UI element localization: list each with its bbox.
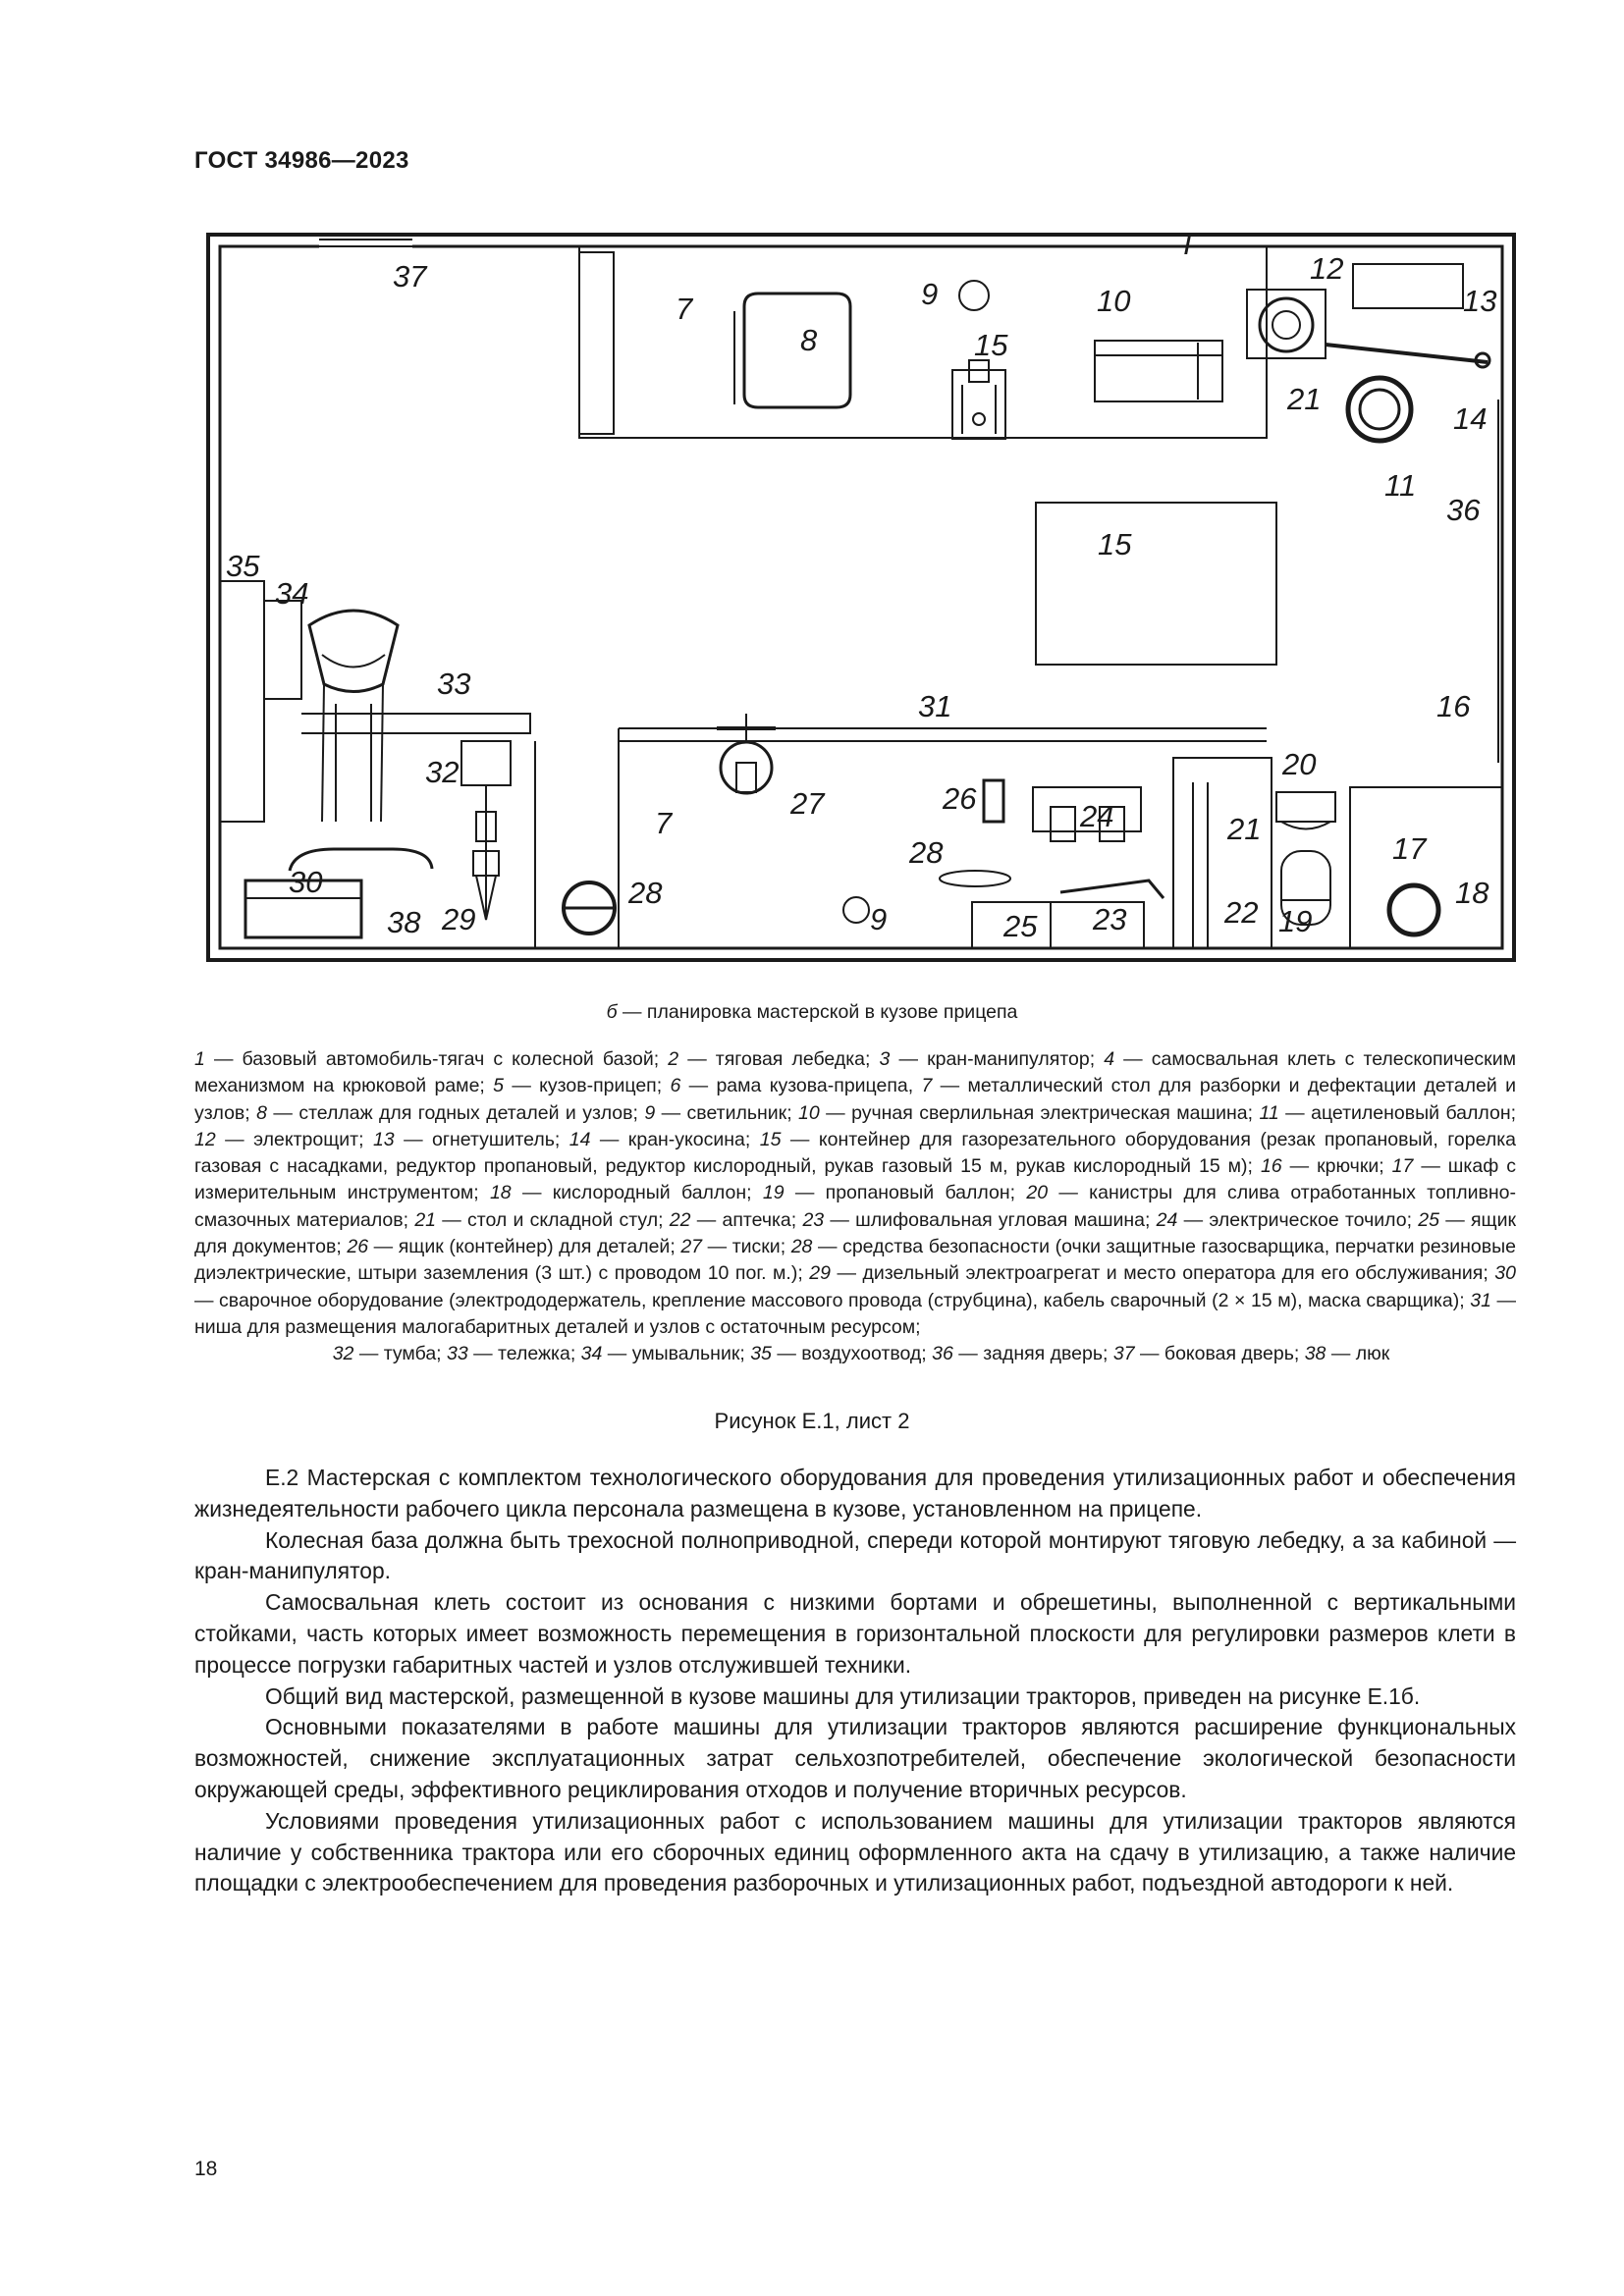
legend-item-number: 21	[414, 1208, 437, 1231]
legend-item-number: 23	[802, 1208, 825, 1231]
legend-item-text: — светильник;	[655, 1101, 799, 1124]
legend-item-number: 13	[372, 1128, 395, 1150]
legend-item-text: — стеллаж для годных деталей и узлов;	[266, 1101, 645, 1124]
legend-item-text: — кран-манипулятор;	[890, 1048, 1105, 1070]
drill-10	[1095, 341, 1222, 401]
legend-item-text: — ручная сверлильная электрическая машина;	[819, 1101, 1260, 1124]
label-10: 10	[1097, 284, 1131, 318]
legend-item-text: — ящик (контейнер) для деталей;	[368, 1236, 681, 1258]
label-13: 13	[1463, 284, 1497, 318]
paragraph: Самосвальная клеть состоит из основания с низкими бортами и обрешетины, выполненной с вертикальными стойками, часть которых имеет возможность перемещения в горизонтальной плоскости для регулировки размеров клети в процессе погрузки габаритных частей и узлов отслужившей техники.	[194, 1589, 1516, 1678]
document-header: ГОСТ 34986—2023	[194, 147, 409, 174]
legend-item-text: — кузов-прицеп;	[504, 1075, 671, 1097]
label-28: 28	[628, 876, 663, 910]
label-15-top: 15	[974, 328, 1008, 362]
legend-item-text: — шлифовальная угловая машина;	[824, 1208, 1157, 1231]
legend-item-text: — средства безопасности (очки защитные газосварщика, перчатки резиновые диэлектрические, штыри заземления (3 шт.) с проводом 10 пог. м.);	[194, 1236, 1516, 1285]
top-bench	[579, 246, 1267, 438]
paragraph: Общий вид мастерской, размещенной в кузове машины для утилизации тракторов, приведен на рисунке Е.1б.	[265, 1682, 1421, 1709]
legend-item-number: 38	[1304, 1343, 1326, 1365]
label-24: 24	[1080, 799, 1114, 833]
label-22: 22	[1224, 895, 1259, 930]
sub-caption	[0, 1001, 1624, 1024]
legend-item-number: 8	[256, 1101, 267, 1124]
container-15-top	[952, 370, 1005, 439]
legend-item-number: 9	[644, 1101, 656, 1124]
label-17: 17	[1392, 831, 1427, 866]
legend-item-text: — тяговая лебедка;	[678, 1048, 880, 1070]
label-27: 27	[790, 786, 825, 821]
canisters-20	[1276, 792, 1335, 822]
legend-item-text: — самосвальная клеть с телескопическим механизмом на крюковой раме;	[194, 1048, 1517, 1097]
legend-item-text: — ацетиленовый баллон;	[1278, 1101, 1517, 1124]
label-31: 31	[918, 689, 952, 723]
trailer-body-outline	[208, 235, 1514, 960]
legend-item-number: 11	[1259, 1101, 1279, 1124]
container-15	[1036, 503, 1276, 665]
legend-item-text: — тиски;	[702, 1236, 791, 1258]
label-21-bottom: 21	[1227, 812, 1262, 846]
legend-item-number: 25	[1418, 1208, 1439, 1231]
sub-caption-text: — планировка мастерской в кузове прицепа	[617, 1001, 1018, 1023]
legend-item-text: — тележка;	[467, 1343, 581, 1365]
legend-item-text: — рама кузова-прицепа,	[680, 1075, 922, 1097]
label-21-top: 21	[1287, 382, 1322, 416]
page-number: 18	[194, 2158, 218, 2180]
legend-item-text: — пропановый баллон;	[784, 1182, 1027, 1204]
legend-item-text: — ящик для документов;	[194, 1208, 1516, 1258]
legend-item-text: — аптечка;	[690, 1208, 803, 1231]
legend-item-number: 33	[447, 1343, 468, 1365]
legend-item-text: — сварочное оборудование (электрододержатель, крепление массового провода (струбцина), кабель сварочный (2 × 15 м), маска сварщика);	[194, 1289, 1471, 1311]
label-18: 18	[1455, 876, 1489, 910]
legend-item-number: 34	[580, 1343, 603, 1365]
legend-item-text: — электрощит;	[215, 1128, 373, 1150]
figure-labels	[226, 233, 1496, 943]
legend-item-text: — задняя дверь;	[952, 1343, 1113, 1365]
legend-item-text: — канистры для слива отработанных топливно-смазочных материалов;	[194, 1182, 1516, 1231]
rack-8	[744, 294, 850, 407]
legend-item-number: 24	[1156, 1208, 1178, 1231]
figure-caption: Рисунок Е.1, лист 2	[714, 1409, 910, 1433]
label-30: 30	[289, 865, 323, 899]
legend-item-text: — крючки;	[1281, 1155, 1392, 1178]
label-25: 25	[1003, 909, 1038, 943]
washbasin	[264, 601, 301, 699]
label-19: 19	[1278, 904, 1313, 938]
label-28-oval: 28	[909, 835, 944, 870]
legend-item-number: 5	[493, 1075, 505, 1097]
legend-item-number: 27	[680, 1236, 703, 1258]
legend-item-text: — дизельный электроагрегат и место оператора для его обслуживания;	[830, 1262, 1495, 1285]
legend-last-line	[206, 1341, 1516, 1367]
oxygen-cylinder	[1389, 885, 1438, 934]
label-9-top: 9	[921, 277, 939, 311]
sub-caption-letter: б	[606, 1001, 618, 1023]
label-9-bottom: 9	[870, 902, 888, 936]
legend-item-text: — электрическое точило;	[1177, 1208, 1419, 1231]
legend-item-text: — базовый автомобиль-тягач с колесной базой;	[204, 1048, 669, 1070]
legend-item-number: 18	[489, 1182, 512, 1204]
label-16: 16	[1436, 689, 1471, 723]
figure-legend	[194, 1046, 1516, 1368]
legend-item-number: 22	[669, 1208, 691, 1231]
paragraph: Основными показателями в работе машины для утилизации тракторов являются расширение функциональных возможностей, снижение эксплуатационных затрат сельхозпотребителей, обеспечение экологической безопасности окружающей среды, эффективного рециклирования отходов и получение вторичных ресурсов.	[194, 1714, 1516, 1802]
legend-item-text: — шкаф с измерительным инструментом;	[194, 1155, 1517, 1204]
lamp-9-top	[959, 281, 989, 310]
legend-item-number: 35	[750, 1343, 772, 1365]
label-32: 32	[425, 755, 460, 789]
legend-item-text: — умывальник;	[602, 1343, 751, 1365]
acetylene-cylinder	[1348, 378, 1411, 441]
air-duct	[220, 581, 264, 822]
legend-item-number: 28	[790, 1236, 813, 1258]
legend-item-text: — люк	[1326, 1343, 1390, 1365]
box-26	[984, 780, 1003, 822]
label-14: 14	[1453, 401, 1488, 436]
label-34: 34	[275, 576, 309, 611]
crane-boom	[1326, 345, 1488, 362]
trailer-inner-wall	[220, 246, 1502, 948]
legend-item-number: 3	[879, 1048, 891, 1070]
legend-item-text: — воздухоотвод;	[771, 1343, 933, 1365]
legend-item-text: — контейнер для газорезательного оборудования (резак пропановый, горелка газовая с насадками, редуктор пропановый, редуктор кислородный, рукав газовый 15 м, рукав кислородный 15 м);	[194, 1128, 1517, 1178]
legend-item-text: — огнетушитель;	[394, 1128, 569, 1150]
label-20: 20	[1282, 747, 1317, 781]
label-23: 23	[1093, 902, 1127, 936]
paragraph: Е.2 Мастерская с комплектом технологического оборудования для проведения утилизационных работ и обеспечения жизнедеятельности рабочего цикла персонала размещена в кузове, установленном на прицепе.	[194, 1465, 1516, 1522]
legend-item-number: 32	[332, 1343, 354, 1365]
legend-item-number: 16	[1260, 1155, 1282, 1178]
legend-item-text: — тумба;	[353, 1343, 448, 1365]
label-1: I	[1183, 233, 1192, 261]
label-12: 12	[1310, 251, 1344, 286]
workshop-layout-figure	[206, 233, 1516, 964]
body-text	[194, 1463, 1516, 1899]
legend-item-number: 26	[347, 1236, 369, 1258]
label-36: 36	[1446, 493, 1481, 527]
paragraph: Колесная база должна быть трехосной полноприводной, спереди которой монтируют тяговую лебедку, а за кабиной — кран-манипулятор.	[194, 1526, 1516, 1584]
label-15-mid: 15	[1098, 527, 1132, 561]
label-7-top: 7	[676, 292, 693, 326]
legend-item-text: — ниша для размещения малогабаритных деталей и узлов с остаточным ресурсом;	[194, 1289, 1516, 1338]
cabinet-32	[461, 741, 511, 785]
legend-item-number: 20	[1026, 1182, 1049, 1204]
legend-item-number: 29	[809, 1262, 831, 1285]
legend-item-text: — кислородный баллон;	[511, 1182, 763, 1204]
legend-item-text: — стол и складной стул;	[436, 1208, 670, 1231]
legend-item-number: 36	[932, 1343, 953, 1365]
legend-item-number: 31	[1470, 1289, 1491, 1311]
vice-27	[721, 742, 772, 793]
legend-main	[194, 1048, 1516, 1338]
legend-item-number: 15	[759, 1128, 782, 1150]
label-35: 35	[226, 549, 260, 583]
legend-item-number: 6	[670, 1075, 681, 1097]
label-26: 26	[943, 781, 977, 816]
legend-item-number: 10	[798, 1101, 820, 1124]
legend-item-number: 12	[194, 1128, 216, 1150]
legend-item-number: 19	[762, 1182, 785, 1204]
legend-item-number: 17	[1391, 1155, 1414, 1178]
legend-item-number: 14	[568, 1128, 591, 1150]
label-7-bottom: 7	[655, 806, 673, 840]
extinguisher-13	[1353, 264, 1463, 308]
legend-item-text: — металлический стол для разборки и дефектации деталей и узлов;	[194, 1075, 1516, 1124]
label-38: 38	[387, 905, 421, 939]
safety-oval	[940, 871, 1010, 886]
legend-item-number: 7	[921, 1075, 933, 1097]
lamp-9-bottom	[843, 897, 869, 923]
legend-item-text: — кран-укосина;	[590, 1128, 760, 1150]
label-8: 8	[800, 323, 818, 357]
legend-item-number: 2	[668, 1048, 679, 1070]
trolley-33	[309, 611, 398, 692]
workshop-floor-plan	[206, 233, 1516, 964]
label-37: 37	[393, 259, 427, 294]
legend-item-number: 1	[194, 1048, 205, 1070]
label-11: 11	[1384, 468, 1417, 503]
label-33: 33	[437, 667, 471, 701]
legend-item-number: 30	[1494, 1262, 1516, 1285]
paragraph: Условиями проведения утилизационных работ с использованием машины для утилизации тракторов являются наличие у собственника трактора или его сборочных единиц оформленного акта на сдачу в утилизацию, а также наличие площадки с электрообеспечением для проведения разборочных и утилизационных работ, подъездной автодороги к ней.	[194, 1807, 1516, 1896]
legend-item-text: — боковая дверь;	[1134, 1343, 1305, 1365]
cabinet-17	[1350, 787, 1502, 948]
legend-item-number: 37	[1112, 1343, 1135, 1365]
legend-item-number: 4	[1104, 1048, 1115, 1070]
label-29: 29	[442, 902, 476, 936]
